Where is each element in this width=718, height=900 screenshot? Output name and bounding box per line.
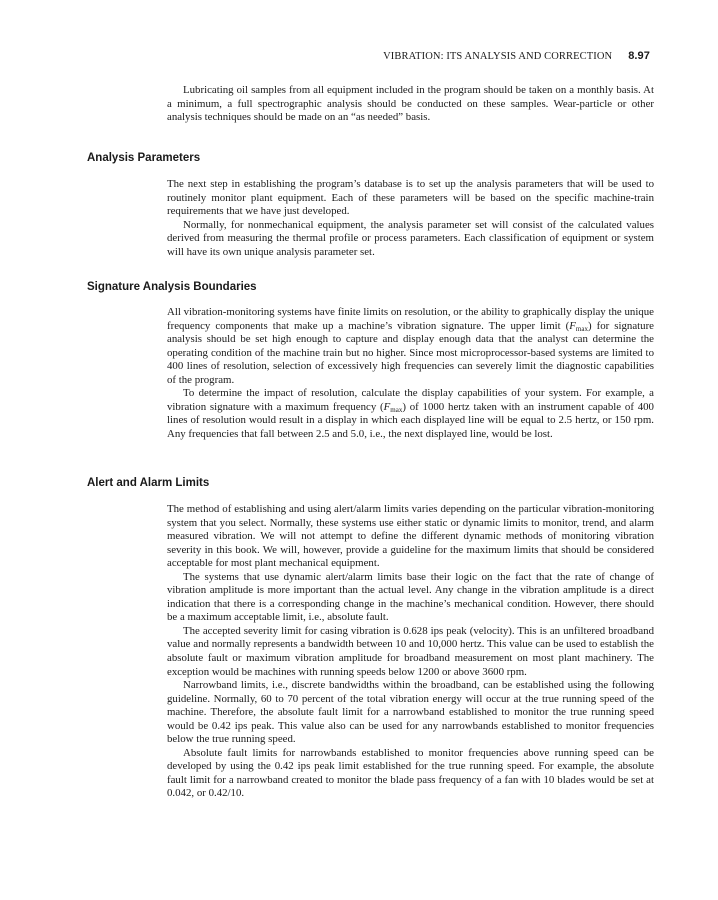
alert-alarm-paragraph-3: The accepted severity limit for casing vibration is 0.628 ips peak (velocity). This is an unfiltered broadband value and normally represents a bandwidth between 10 and 10,000 hertz. This value can be used to establish the absolute fault or maximum vibration amplitude for broadband measurement on most plant machinery. The exception would be machines with running speeds below 1200 or above 3600 rpm. <box>167 624 654 678</box>
signature-boundaries-paragraph-1: All vibration-monitoring systems have finite limits on resolution, or the ability to graphically display the unique frequency components that make up a machine’s vibration signature. The upper limit $(F_{max})$ for signature analysis should be set high enough to capture and display enough data that the analyst can determine the operating condition of the machine train but no higher. Since most microprocessor-based systems are limited to 400 lines of resolution, selection of excessively high frequencies can severely limit the diagnostic capabilities of the program. <box>167 306 654 386</box>
intro-section <box>167 84 654 125</box>
running-header <box>383 50 650 62</box>
analysis-parameters-section <box>167 178 654 259</box>
heading-analysis-parameters: Analysis Parameters <box>87 152 201 164</box>
signature-boundaries-paragraph-2: To determine the impact of resolution, calculate the display capabilities of your system. For example, a vibration signature with a maximum frequency $(F_{max})$ of 1000 hertz taken with an instrument capable of 400 lines of resolution would result in a display in which each displayed line will be equal to 2.5 hertz, or 150 rpm. Any frequencies that fall between 2.5 and 5.0, i.e., the next displayed line, would be lost. <box>167 387 654 440</box>
signature-boundaries-section <box>167 306 654 441</box>
page-number: 8.97 <box>628 50 650 62</box>
heading-alert-alarm-limits: Alert and Alarm Limits <box>87 477 210 489</box>
heading-signature-analysis-boundaries: Signature Analysis Boundaries <box>87 281 257 293</box>
alert-alarm-paragraph-1: The method of establishing and using alert/alarm limits varies depending on the particular vibration-monitoring system that you select. Normally, these systems use either static or dynamic limits to monitor, trend, and alarm measured vibration. We will not attempt to define the different dynamic methods of monitoring vibration severity in this book. We will, however, provide a guideline for the maximum limits that should be considered acceptable for most plant mechanical equipment. <box>167 503 654 570</box>
alert-alarm-section <box>167 503 654 801</box>
alert-alarm-paragraph-2: The systems that use dynamic alert/alarm limits base their logic on the fact that the rate of change of vibration amplitude is more important than the actual level. Any change in the vibration amplitude is a direct indication that there is a corresponding change in the machine’s mechanical condition. However, there should be a maximum acceptable limit, i.e., absolute fault. <box>167 570 654 624</box>
analysis-parameters-paragraph-2: Normally, for nonmechanical equipment, the analysis parameter set will consist of the calculated values derived from measuring the thermal profile or process parameters. Each classification of equipment or system will have its own unique analysis parameter set. <box>167 218 654 258</box>
running-title: VIBRATION: ITS ANALYSIS AND CORRECTION <box>383 51 613 62</box>
intro-paragraph: Lubricating oil samples from all equipment included in the program should be taken on a monthly basis. At a minimum, a full spectrographic analysis should be conducted on these samples. Wear-particle or other analysis techniques should be made on an “as needed” basis. <box>167 84 654 124</box>
alert-alarm-paragraph-4: Narrowband limits, i.e., discrete bandwidths within the broadband, can be established using the following guideline. Normally, 60 to 70 percent of the total vibration energy will occur at the true running speed of the machine. Therefore, the absolute fault limit for a narrowband established to monitor the true running speed would be 0.42 ips peak. This value also can be used for any narrowbands established to monitor frequencies below the true running speed. <box>167 679 654 746</box>
alert-alarm-paragraph-5: Absolute fault limits for narrowbands established to monitor frequencies above running speed can be developed by using the 0.42 ips peak limit established for the true running speed. For example, the absolute fault limit for a narrowband created to monitor the blade pass frequency of a fan with 10 blades would be set at 0.042, or 0.42/10. <box>167 746 654 800</box>
analysis-parameters-paragraph-1: The next step in establishing the program’s database is to set up the analysis parameters that will be used to routinely monitor plant equipment. Each of these parameters will be based on the specific machine-train requirements that we have just developed. <box>167 178 654 218</box>
